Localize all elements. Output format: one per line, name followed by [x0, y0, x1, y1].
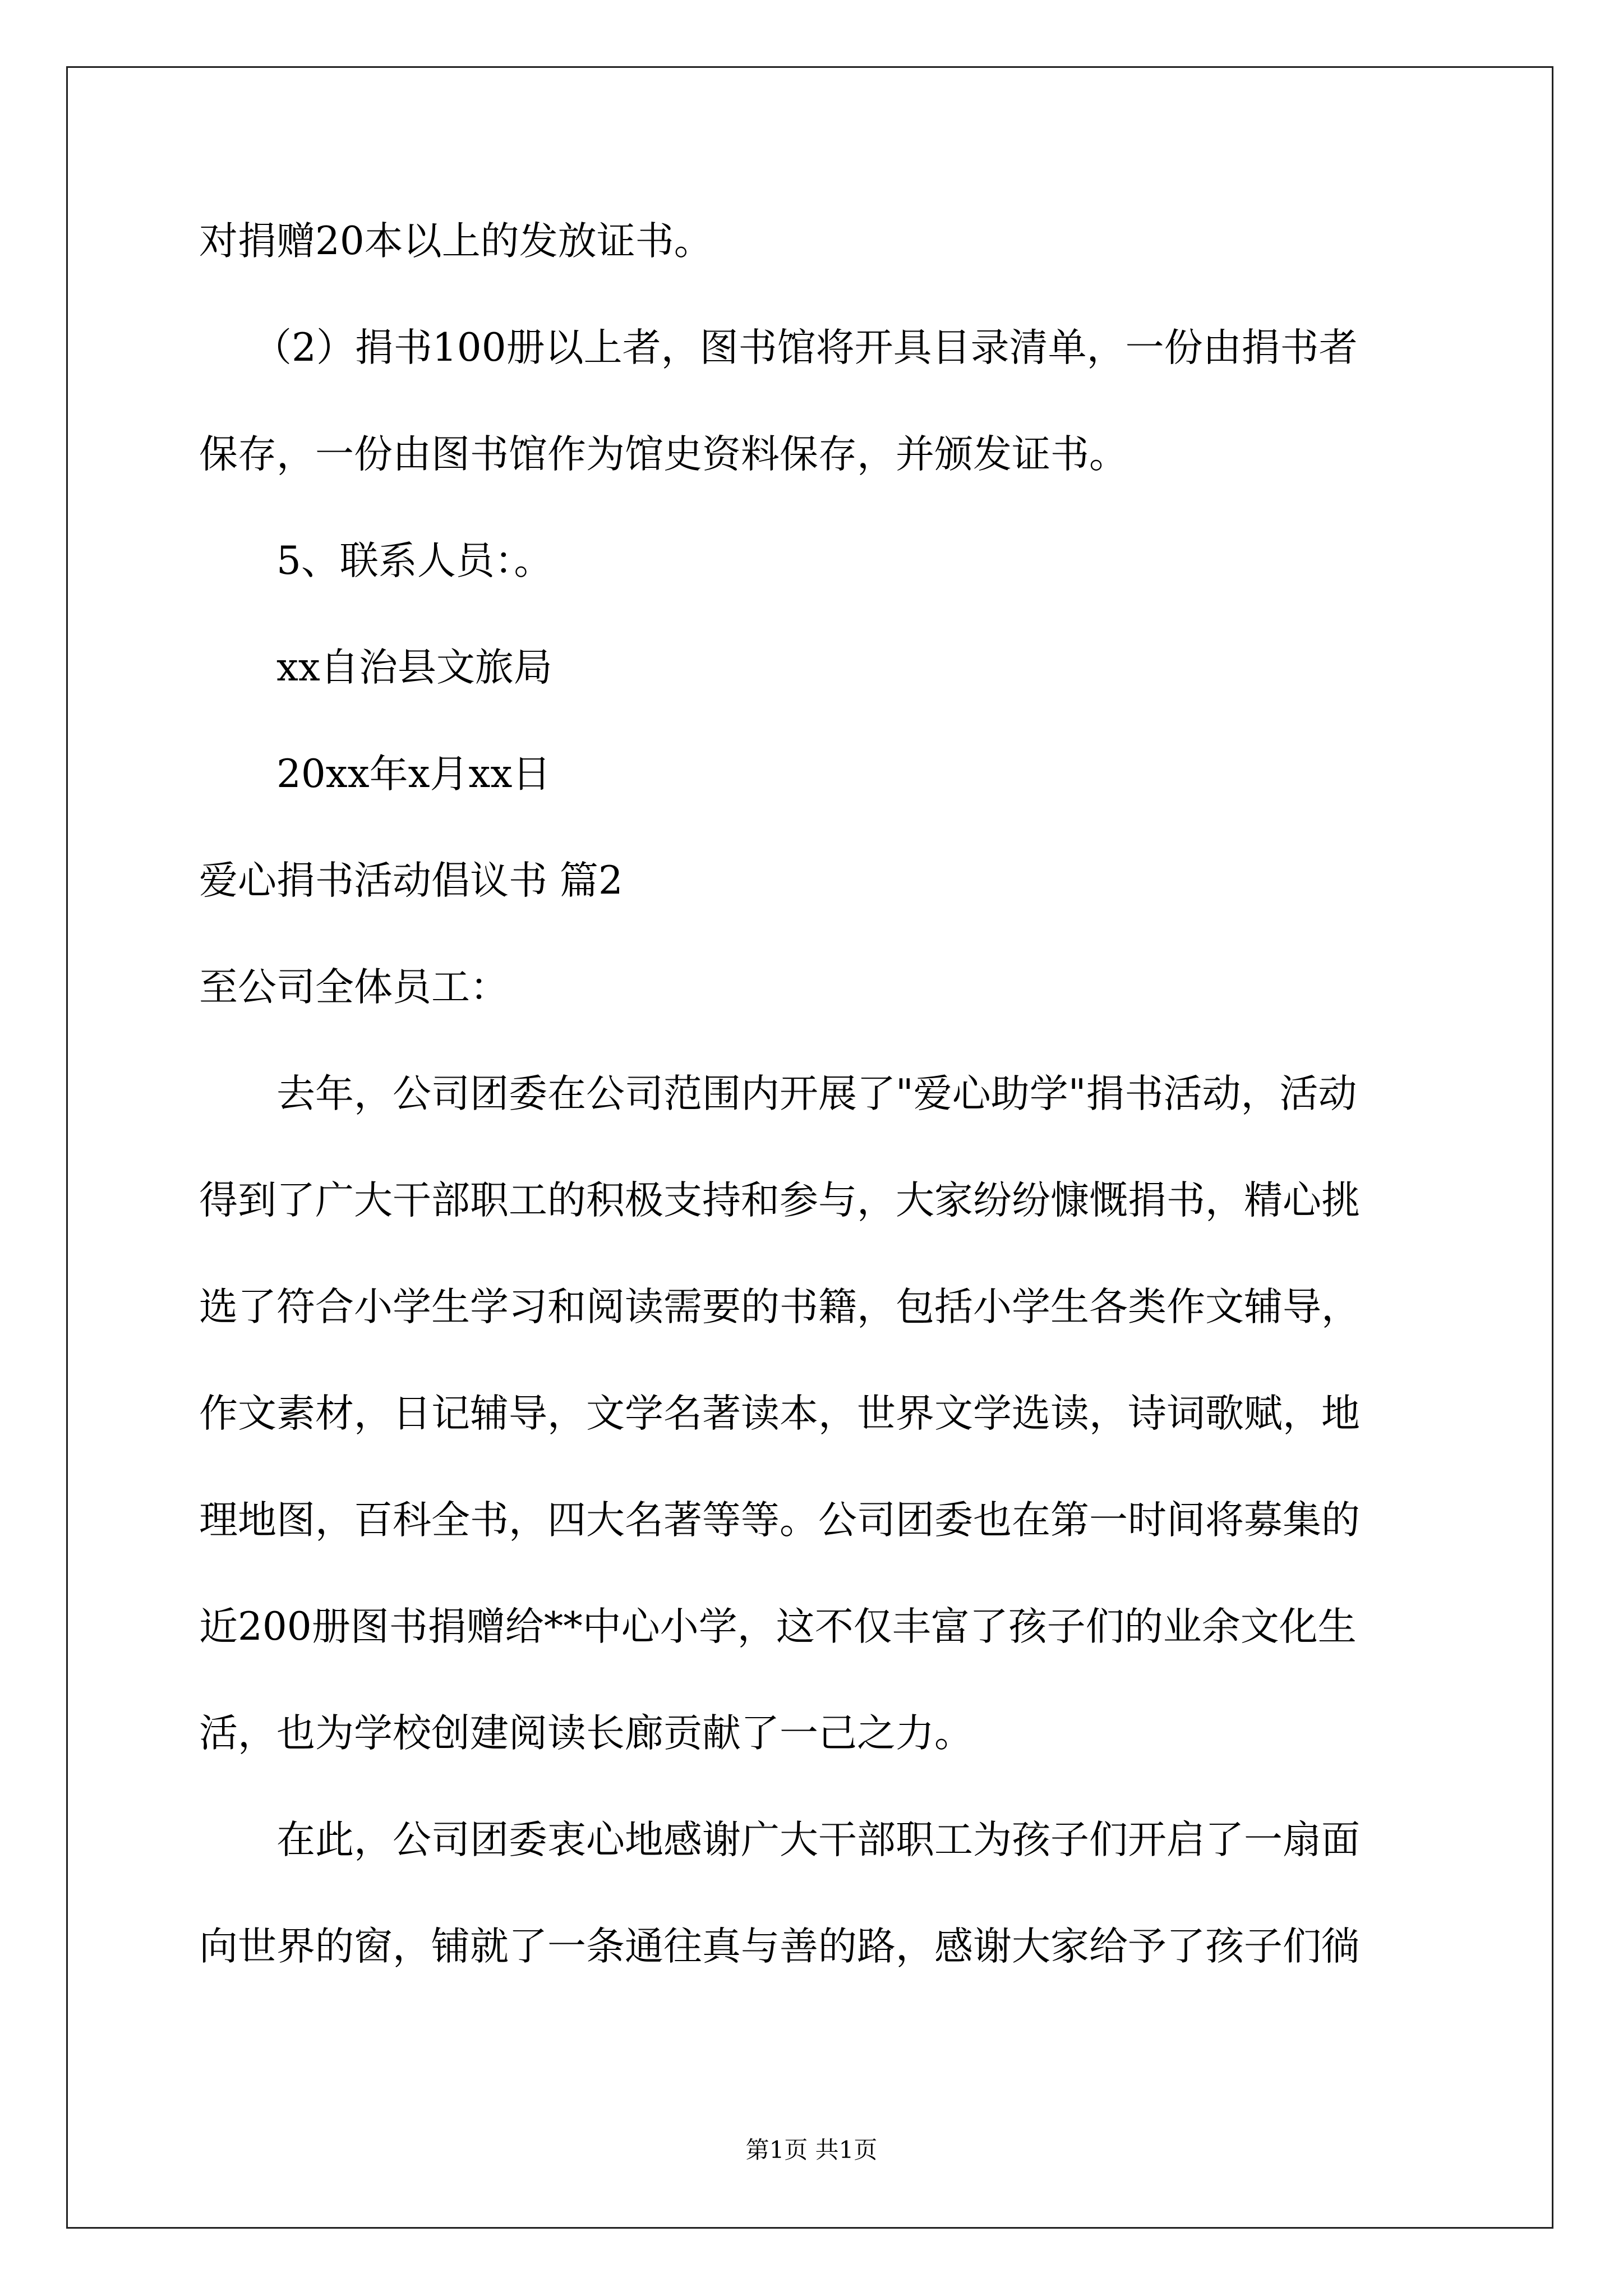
text-line: 保存，一份由图书馆作为馆史资料保存，并颁发证书。	[199, 432, 1128, 477]
text-line: 理地图，百科全书，四大名著等等。公司团委也在第一时间将募集的	[199, 1498, 1360, 1543]
section-heading: 爱心捐书活动倡议书 篇2	[199, 858, 623, 903]
text-line: 20xx年x月xx日	[276, 752, 551, 797]
text-line: 对捐赠20本以上的发放证书。	[199, 219, 713, 264]
text-line: xx自治县文旅局	[276, 645, 552, 690]
text-line: 近200册图书捐赠给**中心小学，这不仅丰富了孩子们的业余文化生	[199, 1604, 1357, 1649]
text-line: 活，也为学校创建阅读长廊贡献了一己之力。	[199, 1711, 973, 1756]
text-line: 5、联系人员：。	[276, 539, 553, 583]
salutation: 至公司全体员工：	[199, 965, 509, 1010]
text-line: （2）捐书100册以上者，图书馆将开具目录清单，一份由捐书者	[253, 325, 1358, 370]
page-border	[66, 66, 1553, 2229]
page-footer: 第1页 共1页	[745, 2136, 878, 2164]
text-line: 去年，公司团委在公司范围内开展了"爱心助学"捐书活动，活动	[276, 1071, 1357, 1116]
text-line: 在此，公司团委衷心地感谢广大干部职工为孩子们开启了一扇面	[276, 1818, 1360, 1862]
text-line: 作文素材，日记辅导，文学名著读本，世界文学选读，诗词歌赋，地	[199, 1391, 1360, 1436]
text-line: 选了符合小学生学习和阅读需要的书籍，包括小学生各类作文辅导，	[199, 1285, 1360, 1329]
text-line: 得到了广大干部职工的积极支持和参与，大家纷纷慷慨捐书，精心挑	[199, 1178, 1360, 1223]
text-line: 向世界的窗，铺就了一条通往真与善的路，感谢大家给予了孩子们徜	[199, 1924, 1360, 1969]
